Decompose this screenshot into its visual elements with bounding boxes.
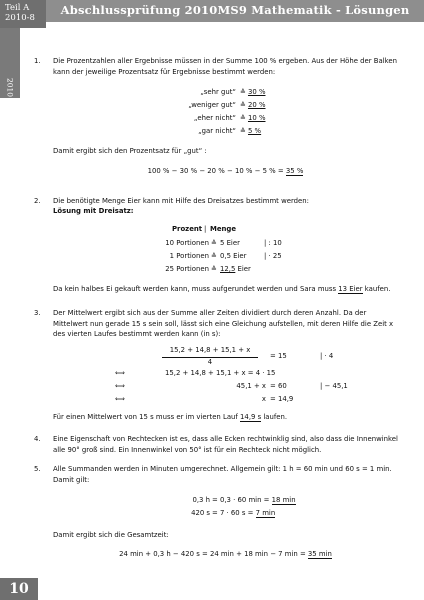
- table-row-3-b-unit: Eier: [235, 265, 251, 273]
- table-row-1-a: 10 Portionen: [165, 239, 209, 247]
- task5-line2-result: 7 min: [255, 509, 276, 517]
- table-row-2-a: 1 Portionen: [169, 252, 209, 260]
- table-row-2-op: | · 25: [264, 252, 282, 260]
- fraction-denominator: 4: [207, 358, 213, 366]
- task1-value-1-text: 30 %: [247, 88, 266, 96]
- task5-intro: Alle Summanden werden in Minuten umgerechnet. Allgemein gilt: 1 h = 60 min und 60 s = 1 min. Damit gilt:: [53, 465, 392, 484]
- task4-number: 4.: [34, 435, 41, 443]
- corresponds-symbol: ≙: [240, 127, 246, 135]
- table-row-1-corr: ≙: [211, 239, 217, 247]
- eq3-op: | − 45,1: [320, 382, 348, 390]
- task1-number: 1.: [34, 57, 41, 65]
- task1-value-3-text: 10 %: [247, 114, 266, 122]
- table-row-3-b-value: 12,5: [220, 265, 236, 273]
- table-header-separator: |: [204, 225, 207, 233]
- corresponds-symbol: ≙: [240, 88, 246, 96]
- table-row-1-op: | : 10: [264, 239, 282, 247]
- eq2: 15,2 + 14,8 + 15,1 + x = 4 · 15: [165, 369, 276, 377]
- task1-value-4-text: 5 %: [247, 127, 262, 135]
- task1-result: 35 %: [285, 167, 304, 175]
- task1-equation: [53, 166, 398, 177]
- task2-answer: 13 Eier: [338, 285, 363, 293]
- eq1-op: | · 4: [320, 352, 334, 360]
- task1-value-3: [240, 113, 266, 124]
- task2-conclusion-b: kaufen.: [362, 285, 391, 293]
- task5-total: [53, 549, 398, 560]
- task1-label-3: „eher nicht“: [193, 114, 236, 122]
- task1-intro: Die Prozentzahlen aller Ergebnisse müssen in der Summe 100 % ergeben. Aus der Höhe der Balken kann der jeweilige Prozentsatz für Ergebnisse bestimmt werden:: [53, 57, 397, 76]
- task1-value-4: [240, 126, 261, 137]
- side-year-label: 2010: [5, 77, 15, 98]
- corresponds-symbol: ≙: [240, 101, 246, 109]
- task2-heading: Lösung mit Dreisatz:: [53, 207, 134, 215]
- task5-number: 5.: [34, 465, 41, 473]
- task3-answer: 14,9 s: [240, 413, 262, 421]
- eq4-lhs: x: [261, 395, 266, 403]
- equiv-arrow-2: ⟺: [115, 382, 125, 390]
- equiv-arrow-1: ⟺: [115, 369, 125, 377]
- task2-conclusion: [53, 284, 398, 295]
- task1-label-1: „sehr gut“: [200, 88, 236, 96]
- task5-total-result: 35 min: [307, 550, 332, 558]
- task3-conclusion-a: Für einen Mittelwert von 15 s muss er im vierten Lauf: [53, 413, 241, 421]
- task1-value-1: [240, 87, 266, 98]
- page-title: Abschlussprüfung 2010MS9 Mathematik - Lösungen: [60, 3, 410, 17]
- task2-intro: Die benötigte Menge Eier kann mit Hilfe des Dreisatzes bestimmt werden:: [53, 197, 309, 205]
- task3-conclusion-b: laufen.: [261, 413, 288, 421]
- part-label: Teil A: [5, 3, 30, 13]
- table-row-2-b: 0,5 Eier: [220, 252, 247, 260]
- task3-intro: Der Mittelwert ergibt sich aus der Summe aller Zeiten dividiert durch deren Anzahl. Da der Mittelwert nun gerade 15 s sein soll, lässt sich eine Gleichung aufstellen, mit deren Hilfe die Zeit x des vierten Laufes bestimmt werden kann (in s):: [53, 309, 394, 338]
- task5-total-text: 24 min + 0,3 h − 420 s = 24 min + 18 min − 7 min =: [119, 550, 308, 558]
- table-header-amount: Menge: [210, 225, 237, 233]
- table-row-2-corr: ≙: [211, 252, 217, 260]
- task4-text: Eine Eigenschaft von Rechtecken ist es, dass alle Ecken rechtwinklig sind, also dass die Innenwinkel alle 90° groß sind. Ein Innenwinkel von 50° ist für ein Rechteck nicht möglich.: [53, 435, 398, 454]
- eq3-rhs: = 60: [270, 382, 287, 390]
- task5-line1-result: 18 min: [271, 496, 296, 504]
- task1-value-2-text: 20 %: [247, 101, 266, 109]
- task1-conclusion: Damit ergibt sich den Prozentsatz für „gut“ :: [53, 147, 207, 155]
- table-row-1-b: 5 Eier: [220, 239, 240, 247]
- task2-number: 2.: [34, 197, 41, 205]
- task2-conclusion-a: Da kein halbes Ei gekauft werden kann, muss aufgerundet werden und Sara muss: [53, 285, 339, 293]
- task1-equation-text: 100 % − 30 % − 20 % − 10 % − 5 % =: [147, 167, 286, 175]
- task5-line2: = 7 · 60 s = 7 min: [212, 509, 276, 517]
- task1-label-4: „gar nicht“: [198, 127, 236, 135]
- task5-total-intro: Damit ergibt sich die Gesamtzeit:: [53, 531, 169, 539]
- task1-value-2: [240, 100, 266, 111]
- task3-conclusion: [53, 412, 398, 423]
- corresponds-symbol: ≙: [240, 114, 246, 122]
- eq4-rhs: = 14,9: [270, 395, 294, 403]
- table-row-3-a: 25 Portionen: [165, 265, 209, 273]
- fraction-numerator: 15,2 + 14,8 + 15,1 + x: [169, 346, 251, 354]
- part-code: 2010-8: [5, 13, 35, 23]
- table-header-percent: Prozent: [172, 225, 203, 233]
- eq3-lhs: 45,1 + x: [236, 382, 266, 390]
- task1-label-2: „weniger gut“: [188, 101, 236, 109]
- table-row-3-corr: ≙: [211, 265, 217, 273]
- page-number: 10: [0, 578, 38, 600]
- table-row-3-b: [220, 264, 251, 275]
- task5-line1: = 0,3 · 60 min = 18 min: [212, 496, 296, 504]
- task5-line2-lhs: 420 s: [191, 509, 210, 517]
- task5-line1-lhs: 0,3 h: [192, 496, 210, 504]
- equiv-arrow-3: ⟺: [115, 395, 125, 403]
- task3-number: 3.: [34, 309, 41, 317]
- eq1-rhs: = 15: [270, 352, 287, 360]
